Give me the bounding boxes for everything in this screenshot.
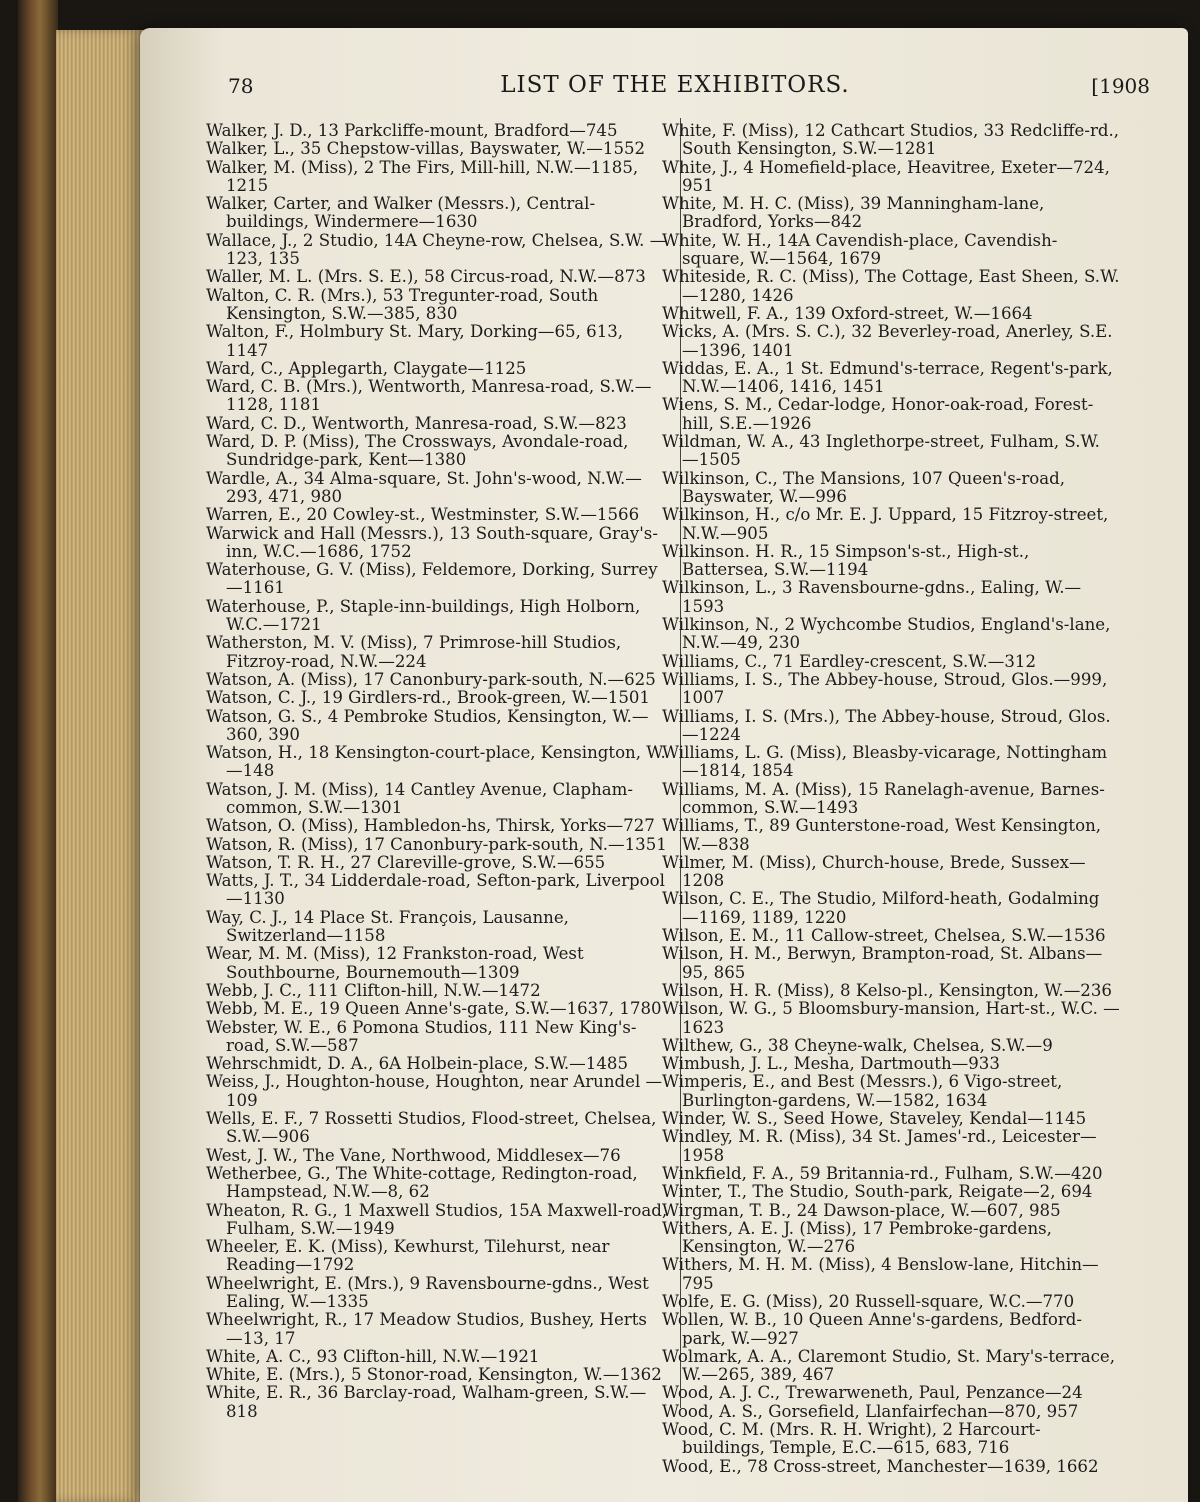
page-number: 78 xyxy=(228,74,254,98)
exhibitor-entry: Wilkinson, H., c/o Mr. E. J. Uppard, 15 Fitzroy-street, N.W.—905 xyxy=(662,505,1109,543)
exhibitor-entry: Walker, Carter, and Walker (Messrs.), Central-buildings, Windermere—1630 xyxy=(206,194,596,232)
exhibitor-entry: Wilkinson, C., The Mansions, 107 Queen's-road, Bayswater, W.—996 xyxy=(662,468,1066,506)
exhibitor-entry: Whiteside, R. C. (Miss), The Cottage, East Sheen, S.W. —1280, 1426 xyxy=(662,267,1120,305)
exhibitor-entry: Wehrschmidt, D. A., 6A Holbein-place, S.W.—1485 xyxy=(206,1054,629,1074)
exhibitor-entry: Williams, L. G. (Miss), Bleasby-vicarage, Nottingham —1814, 1854 xyxy=(662,743,1108,781)
exhibitor-entry: White, E. (Mrs.), 5 Stonor-road, Kensington, W.—1362 xyxy=(206,1365,662,1385)
exhibitor-entry: Way, C. J., 14 Place St. François, Lausanne, Switzerland—1158 xyxy=(206,907,569,946)
exhibitor-entry: Williams, M. A. (Miss), 15 Ranelagh-avenue, Barnes-common, S.W.—1493 xyxy=(662,779,1105,817)
exhibitor-entry: Waller, M. L. (Mrs. S. E.), 58 Circus-road, N.W.—873 xyxy=(206,267,646,287)
exhibitor-entry: White, E. R., 36 Barclay-road, Walham-green, S.W.—818 xyxy=(206,1383,647,1421)
left-column xyxy=(206,122,668,1421)
book-binding xyxy=(18,0,58,1502)
exhibitor-entry: Walker, L., 35 Chepstow-villas, Bayswater, W.—1552 xyxy=(206,139,646,159)
exhibitor-entry: Wheeler, E. K. (Miss), Kewhurst, Tilehurst, near Reading—1792 xyxy=(206,1237,610,1275)
exhibitor-entry: Warren, E., 20 Cowley-st., Westminster, S.W.—1566 xyxy=(206,505,640,525)
exhibitor-entry: Webster, W. E., 6 Pomona Studios, 111 New King's-road, S.W.—587 xyxy=(206,1017,637,1055)
exhibitor-entry: Wilson, E. M., 11 Callow-street, Chelsea, S.W.—1536 xyxy=(662,926,1106,946)
exhibitor-entry: Wetherbee, G., The White-cottage, Redington-road, Hampstead, N.W.—8, 62 xyxy=(206,1163,638,1202)
exhibitor-entry: Watherston, M. V. (Miss), 7 Primrose-hill Studios, Fitzroy-road, N.W.—224 xyxy=(206,633,622,671)
exhibitor-entry: Williams, T., 89 Gunterstone-road, West Kensington, W.—838 xyxy=(662,816,1102,854)
exhibitor-entry: Walton, F., Holmbury St. Mary, Dorking—65, 613, 1147 xyxy=(206,322,624,360)
exhibitor-entry: Watson, T. R. H., 27 Clareville-grove, S.W.—655 xyxy=(206,852,606,872)
exhibitor-entry: Webb, M. E., 19 Queen Anne's-gate, S.W.—1637, 1780 xyxy=(206,999,662,1019)
exhibitor-entry: Watson, C. J., 19 Girdlers-rd., Brook-green, W.—1501 xyxy=(206,688,650,708)
exhibitor-entry: Wolmark, A. A., Claremont Studio, St. Mary's-terrace, W.—265, 389, 467 xyxy=(662,1346,1116,1385)
exhibitor-entry: Wildman, W. A., 43 Inglethorpe-street, Fulham, S.W. —1505 xyxy=(662,432,1100,470)
exhibitor-entry: Wilkinson, N., 2 Wychcombe Studios, England's-lane, N.W.—49, 230 xyxy=(662,615,1111,653)
exhibitor-entry: Wear, M. M. (Miss), 12 Frankston-road, West Southbourne, Bournemouth—1309 xyxy=(206,944,584,982)
exhibitor-entry: Wilmer, M. (Miss), Church-house, Brede, Sussex—1208 xyxy=(662,852,1086,891)
exhibitor-entry: Watson, R. (Miss), 17 Canonbury-park-south, N.—1351 xyxy=(206,834,667,854)
exhibitor-entry: Wood, A. J. C., Trewarweneth, Paul, Penzance—24 xyxy=(662,1383,1083,1403)
exhibitor-entry: Wollen, W. B., 10 Queen Anne's-gardens, Bedford-park, W.—927 xyxy=(662,1310,1083,1348)
exhibitor-entry: Ward, C. B. (Mrs.), Wentworth, Manresa-road, S.W.—1128, 1181 xyxy=(206,377,652,415)
exhibitor-entry: Wilkinson. H. R., 15 Simpson's-st., High-st., Battersea, S.W.—1194 xyxy=(662,541,1030,580)
exhibitor-entry: Watson, H., 18 Kensington-court-place, Kensington, W.—148 xyxy=(206,743,666,781)
exhibitor-entry: Wilson, H. R. (Miss), 8 Kelso-pl., Kensington, W.—236 xyxy=(662,980,1112,1000)
exhibitor-entry: Walton, C. R. (Mrs.), 53 Tregunter-road, South Kensington, S.W.—385, 830 xyxy=(206,285,599,323)
exhibitor-entry: Ward, C., Applegarth, Claygate—1125 xyxy=(206,358,527,378)
page-title: LIST OF THE EXHIBITORS. xyxy=(500,72,850,98)
page-header xyxy=(200,70,1150,110)
exhibitor-entry: Winkfield, F. A., 59 Britannia-rd., Fulham, S.W.—420 xyxy=(662,1163,1103,1183)
exhibitor-entry: Watson, J. M. (Miss), 14 Cantley Avenue, Clapham-common, S.W.—1301 xyxy=(206,779,633,817)
exhibitor-entry: Wilson, H. M., Berwyn, Brampton-road, St. Albans—95, 865 xyxy=(662,944,1103,982)
exhibitor-entry: Wells, E. F., 7 Rossetti Studios, Flood-street, Chelsea, S.W.—906 xyxy=(206,1109,657,1147)
exhibitor-entry: Wilkinson, L., 3 Ravensbourne-gdns., Ealing, W.—1593 xyxy=(662,578,1082,616)
exhibitor-entry: Whitwell, F. A., 139 Oxford-street, W.—1664 xyxy=(662,303,1033,323)
exhibitor-entry: Waterhouse, G. V. (Miss), Feldemore, Dorking, Surrey —1161 xyxy=(206,560,658,598)
exhibitor-entry: Williams, I. S., The Abbey-house, Stroud, Glos.—999, 1007 xyxy=(662,669,1108,708)
exhibitor-entry: Windley, M. R. (Miss), 34 St. James'-rd., Leicester—1958 xyxy=(662,1127,1097,1165)
exhibitor-entry: Waterhouse, P., Staple-inn-buildings, High Holborn, W.C.—1721 xyxy=(206,596,641,635)
exhibitor-entry: Watts, J. T., 34 Lidderdale-road, Sefton-park, Liverpool—1130 xyxy=(206,871,665,909)
exhibitor-entry: Wicks, A. (Mrs. S. C.), 32 Beverley-road, Anerley, S.E. —1396, 1401 xyxy=(662,322,1113,360)
exhibitor-entry: Walker, J. D., 13 Parkcliffe-mount, Bradford—745 xyxy=(206,121,618,140)
exhibitor-entry: Ward, D. P. (Miss), The Crossways, Avondale-road, Sundridge-park, Kent—1380 xyxy=(206,432,629,470)
exhibitor-entry: Withers, M. H. M. (Miss), 4 Benslow-lane, Hitchin—795 xyxy=(662,1255,1099,1293)
exhibitor-entry: Walker, M. (Miss), 2 The Firs, Mill-hill, N.W.—1185, 1215 xyxy=(206,157,639,195)
exhibitor-entry: Wilson, W. G., 5 Bloomsbury-mansion, Hart-st., W.C. —1623 xyxy=(662,999,1120,1037)
exhibitor-entry: Wood, C. M. (Mrs. R. H. Wright), 2 Harcourt-buildings, Temple, E.C.—615, 683, 716 xyxy=(662,1420,1041,1458)
exhibitor-entry: White, M. H. C. (Miss), 39 Manningham-lane, Bradford, Yorks—842 xyxy=(662,194,1045,232)
exhibitor-entry: Wood, E., 78 Cross-street, Manchester—1639, 1662 xyxy=(662,1456,1099,1476)
exhibitor-entry: Warwick and Hall (Messrs.), 13 South-square, Gray's-inn, W.C.—1686, 1752 xyxy=(206,523,658,561)
exhibitor-entry: Ward, C. D., Wentworth, Manresa-road, S.W.—823 xyxy=(206,413,627,433)
exhibitor-entry: Wood, A. S., Gorsefield, Llanfairfechan—870, 957 xyxy=(662,1401,1079,1421)
exhibitor-entry: White, F. (Miss), 12 Cathcart Studios, 33 Redcliffe-rd., South Kensington, S.W.—1281 xyxy=(662,121,1120,159)
exhibitor-entry: Winder, W. S., Seed Howe, Staveley, Kendal—1145 xyxy=(662,1109,1087,1129)
exhibitor-entry: Wheaton, R. G., 1 Maxwell Studios, 15A Maxwell-road, Fulham, S.W.—1949 xyxy=(206,1200,668,1238)
exhibitor-entry: Williams, I. S. (Mrs.), The Abbey-house, Stroud, Glos.—1224 xyxy=(662,706,1111,744)
exhibitor-entry: Watson, G. S., 4 Pembroke Studios, Kensington, W.—360, 390 xyxy=(206,706,649,744)
exhibitor-entry: Withers, A. E. J. (Miss), 17 Pembroke-gardens, Kensington, W.—276 xyxy=(662,1218,1052,1257)
exhibitor-entry: Wardle, A., 34 Alma-square, St. John's-wood, N.W.—293, 471, 980 xyxy=(206,468,642,506)
exhibitor-entry: Webb, J. C., 111 Clifton-hill, N.W.—1472 xyxy=(206,980,541,1000)
exhibitor-entry: Wimbush, J. L., Mesha, Dartmouth—933 xyxy=(662,1054,1000,1074)
exhibitor-entry: Wolfe, E. G. (Miss), 20 Russell-square, W.C.—770 xyxy=(662,1292,1075,1311)
exhibitor-entry: Williams, C., 71 Eardley-crescent, S.W.—312 xyxy=(662,651,1036,671)
exhibitor-entry: Wheelwright, E. (Mrs.), 9 Ravensbourne-gdns., West Ealing, W.—1335 xyxy=(206,1273,649,1311)
exhibitor-entry: White, A. C., 93 Clifton-hill, N.W.—1921 xyxy=(206,1346,540,1366)
exhibitor-entry: Wilson, C. E., The Studio, Milford-heath, Godalming —1169, 1189, 1220 xyxy=(662,889,1100,927)
exhibitor-entry: Wimperis, E., and Best (Messrs.), 6 Vigo-street, Burlington-gardens, W.—1582, 1634 xyxy=(662,1072,1063,1110)
exhibitor-entry: Wallace, J., 2 Studio, 14A Cheyne-row, Chelsea, S.W. —123, 135 xyxy=(206,230,667,269)
exhibitor-entry: Watson, A. (Miss), 17 Canonbury-park-south, N.—625 xyxy=(206,669,656,689)
exhibitor-entry: Wheelwright, R., 17 Meadow Studios, Bushey, Herts —13, 17 xyxy=(206,1310,647,1348)
exhibitor-entry: Winter, T., The Studio, South-park, Reigate—2, 694 xyxy=(662,1182,1093,1202)
exhibitor-entry: Wilthew, G., 38 Cheyne-walk, Chelsea, S.W.—9 xyxy=(662,1035,1053,1055)
exhibitor-entry: Wirgman, T. B., 24 Dawson-place, W.—607, 985 xyxy=(662,1200,1061,1220)
exhibitor-entry: Watson, O. (Miss), Hambledon-hs, Thirsk, Yorks—727 xyxy=(206,816,655,836)
exhibitor-entry: White, J., 4 Homefield-place, Heavitree, Exeter—724, 951 xyxy=(662,157,1110,195)
exhibitor-entry: Widdas, E. A., 1 St. Edmund's-terrace, Regent's-park, N.W.—1406, 1416, 1451 xyxy=(662,358,1113,397)
exhibitor-entry: Weiss, J., Houghton-house, Houghton, near Arundel —109 xyxy=(206,1072,663,1110)
exhibitor-entry: White, W. H., 14A Cavendish-place, Cavendish-square, W.—1564, 1679 xyxy=(662,230,1058,269)
exhibitor-entry: West, J. W., The Vane, Northwood, Middlesex—76 xyxy=(206,1145,621,1165)
exhibitor-entry: Wiens, S. M., Cedar-lodge, Honor-oak-road, Forest-hill, S.E.—1926 xyxy=(662,395,1094,433)
page-year: [1908 xyxy=(1091,74,1150,98)
right-column xyxy=(662,122,1120,1476)
